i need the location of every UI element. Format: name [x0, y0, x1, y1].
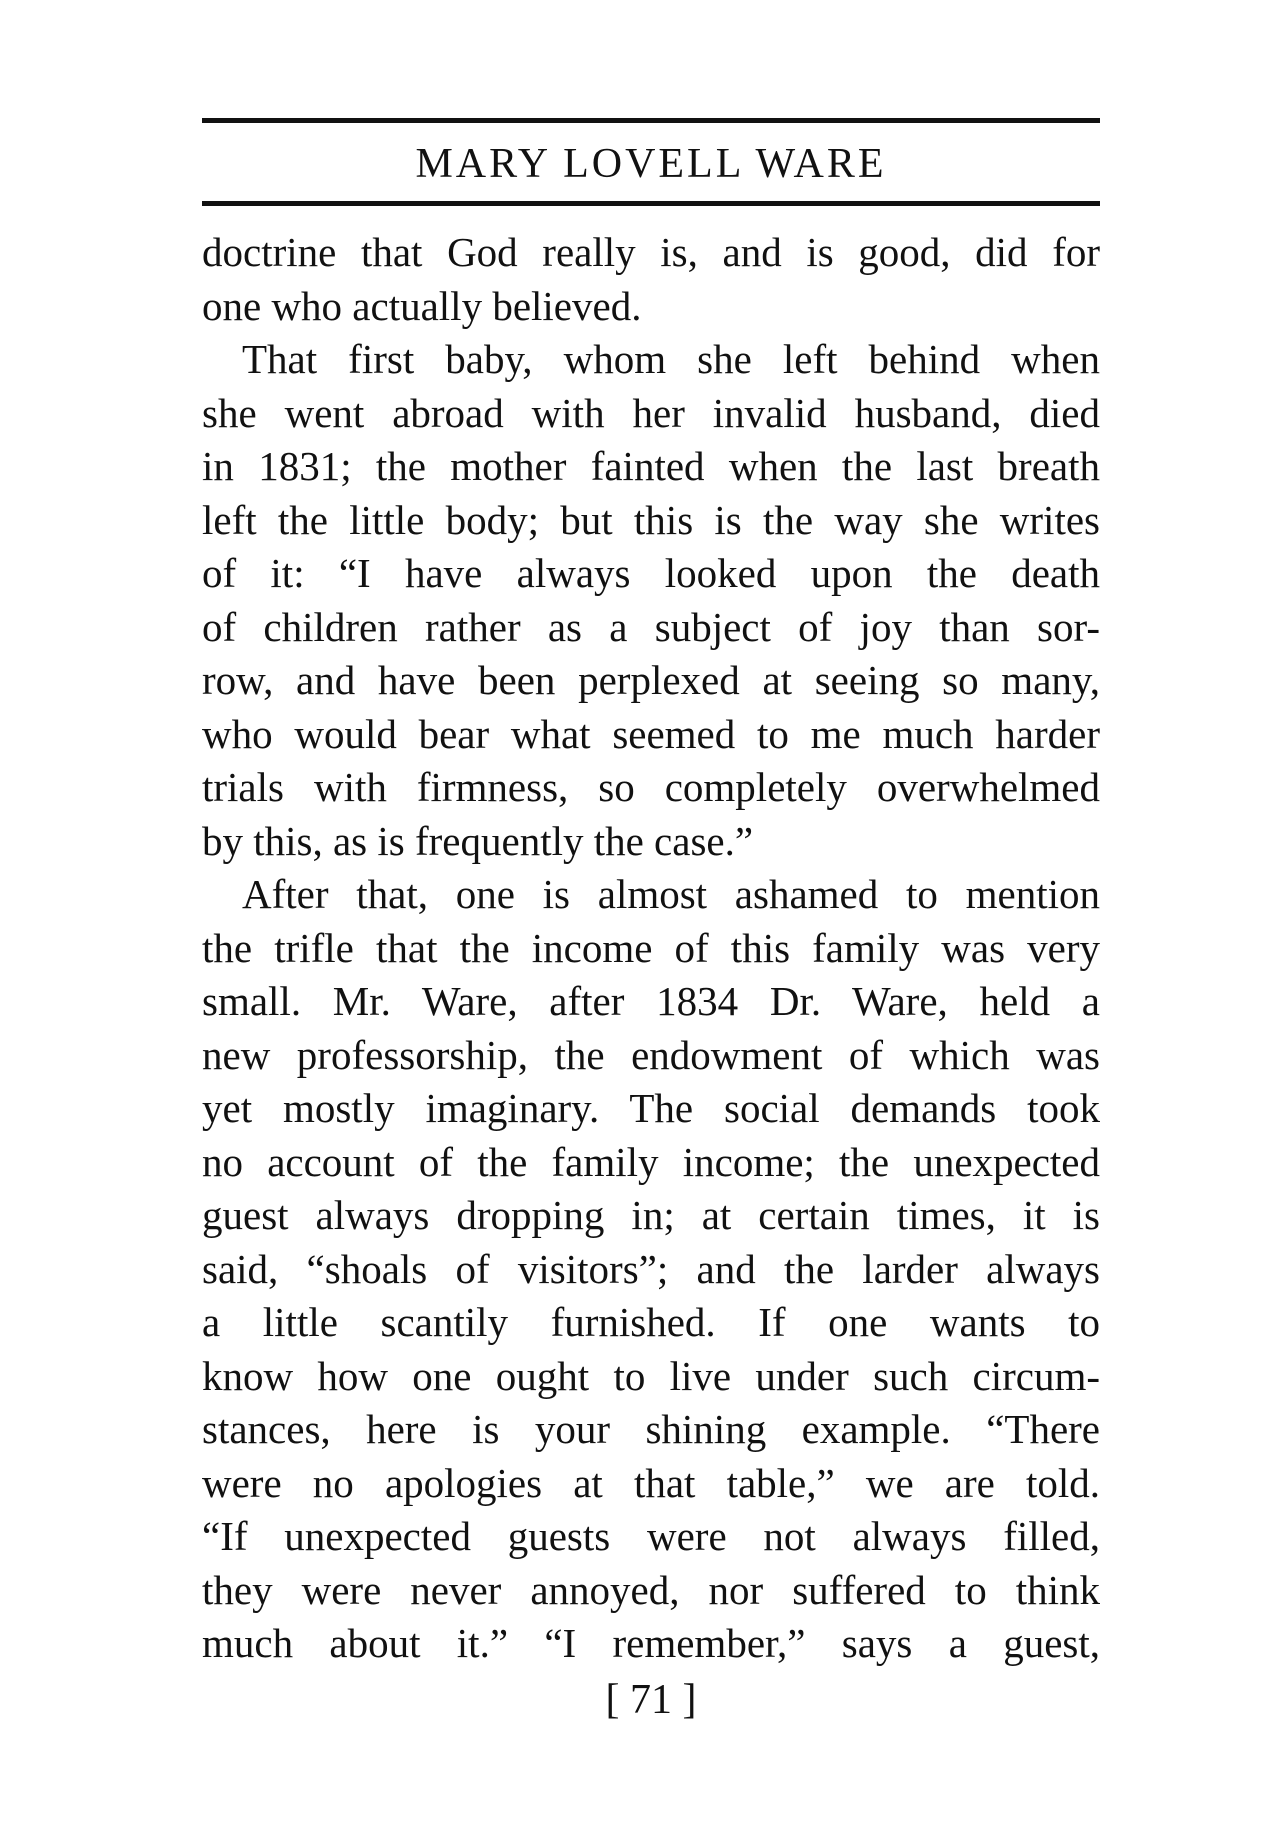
- text-line: “If unexpected guests were not always filled,: [202, 1513, 1100, 1559]
- text-line: one who actually believed.: [202, 282, 642, 329]
- text-line: doctrine that God really is, and is good, did for: [202, 229, 1100, 275]
- header-rule-top: [202, 118, 1100, 123]
- text-line: who would bear what seemed to me much harder: [202, 710, 1100, 757]
- text-line: guest always dropping in; at certain times, it is: [202, 1192, 1100, 1238]
- text-line: no account of the family income; the unexpected: [202, 1138, 1100, 1185]
- text-line: of children rather as a subject of joy than sor-: [202, 603, 1100, 650]
- text-line: small. Mr. Ware, after 1834 Dr. Ware, held a: [202, 978, 1100, 1024]
- text-line: by this, as is frequently the case.”: [202, 817, 754, 864]
- header-rule-bottom: [202, 201, 1100, 206]
- text-line: the trifle that the income of this family was very: [202, 924, 1100, 971]
- text-line: stances, here is your shining example. “There: [202, 1406, 1100, 1452]
- text-line: row, and have been perplexed at seeing so many,: [202, 657, 1100, 703]
- running-head-title: MARY LOVELL WARE: [415, 141, 887, 187]
- page-number: [ 71 ]: [605, 1677, 697, 1723]
- text-line: After that, one is almost ashamed to mention: [242, 871, 1100, 917]
- body-text: [202, 226, 1100, 1671]
- text-line: in 1831; the mother fainted when the last breath: [202, 443, 1100, 489]
- text-line: know how one ought to live under such circum-: [202, 1352, 1100, 1399]
- text-line: of it: “I have always looked upon the death: [202, 550, 1100, 596]
- text-line: said, “shoals of visitors”; and the larder always: [202, 1245, 1100, 1292]
- text-line: they were never annoyed, nor suffered to think: [202, 1566, 1100, 1613]
- text-line: left the little body; but this is the way she writes: [202, 496, 1100, 543]
- text-line: trials with firmness, so completely overwhelmed: [202, 764, 1100, 810]
- text-line: were no apologies at that table,” we are told.: [202, 1459, 1100, 1506]
- text-line: That first baby, whom she left behind when: [242, 336, 1100, 382]
- text-line: she went abroad with her invalid husband, died: [202, 389, 1100, 436]
- text-line: new professorship, the endowment of which was: [202, 1031, 1100, 1078]
- text-line: a little scantily furnished. If one wants to: [202, 1299, 1100, 1345]
- text-line: yet mostly imaginary. The social demands took: [202, 1085, 1100, 1131]
- text-line: much about it.” “I remember,” says a guest,: [202, 1620, 1100, 1666]
